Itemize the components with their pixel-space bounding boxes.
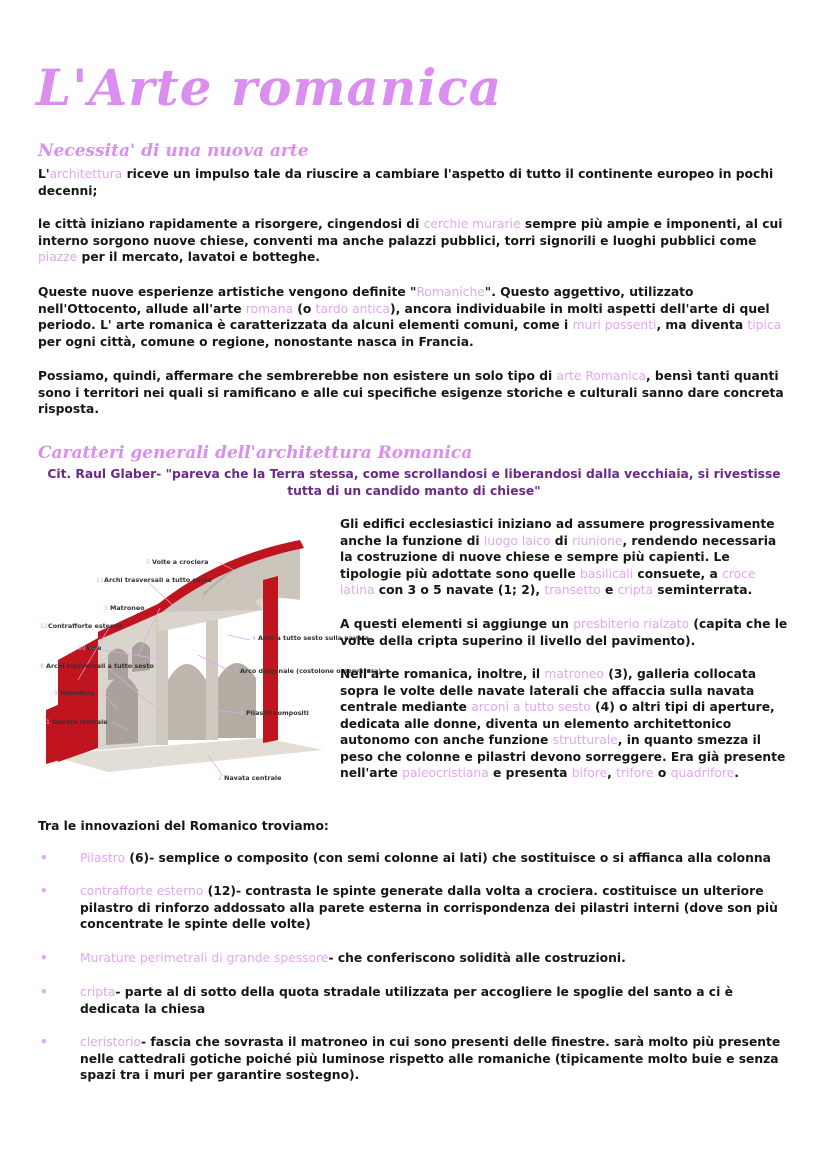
label-number-vele: 10: [78, 645, 86, 652]
label-number-archi-top: 11: [96, 577, 104, 584]
list-item-pilastro: • Pilastro (6)- semplice o composito (con semi colonne ai lati) che sostituisce o si affianca alla colonna: [40, 851, 771, 865]
bullet-icon: •: [40, 884, 48, 898]
label-number-arco-tutto: 4: [252, 635, 256, 642]
list-item-contrafforte: • contrafforte esterno (12)- contrasta le spinte generate dalla volta a crociera. costituisce un ulteriore pilastro di rinforzo addossato alla parete esterna in corrispondenza dei pilastri interni (dove son più concentrate le spinte delle volte): [40, 884, 778, 931]
label-vele: Vele: [86, 644, 102, 652]
label-number-volte: 5: [146, 559, 150, 566]
diagram-buttress: [46, 704, 60, 764]
label-number-navata-centrale: 2: [218, 775, 222, 782]
bullet-icon: •: [40, 851, 48, 865]
paragraph-matroneo: Nell'arte romanica, inoltre, il matroneo (3), galleria collocata sopra le volte delle navate laterali che affaccia sulla navata centrale mediante arconi a tutto sesto (4) o altri tipi di aperture, dedicata alle donne, diventa un elemento architettonico autonomo con anche funzione strutturale, in quanto smezza il peso che colonne e pilastri devono sorreggere. Era già presente nell'arte paleocristiana e presenta bifore, trifore o quadrifore.: [340, 667, 786, 780]
bullet-icon: •: [40, 985, 48, 999]
label-number-archi-left: 8: [40, 663, 44, 670]
paragraph-romaniche: Queste nuove esperienze artistiche vengono definite "Romaniche". Questo aggettivo, utilizzato nell'Ottocento, allude all'arte romana (o tardo antica), ancora individuabile in molti aspetti dell'arte di quel periodo. L' arte romanica è caratterizzata da alcuni elementi comuni, come i muri possenti, ma diventa tipica per ogni città, comune o regione, nonostante nasca in Francia.: [38, 285, 782, 349]
label-number-navata-laterale: 1: [46, 719, 50, 726]
label-archi-trasversali-left: Archi trasversali a tutto sesto: [46, 662, 154, 670]
innovations-intro: Tra le innovazioni del Romanico troviamo:: [38, 819, 329, 833]
list-item-murature: • Murature perimetrali di grande spessore- che conferiscono solidità alle costruzioni.: [40, 951, 626, 965]
label-arco-tutto-sesto: Arco a tutto sesto sulla navata: [258, 634, 369, 642]
section-heading-caratteri: Caratteri generali dell'architettura Romanica: [38, 443, 473, 463]
diagram-pillar-1: [156, 620, 168, 745]
bullet-icon: •: [40, 951, 48, 965]
paragraph-presbiterio: A questi elementi si aggiunge un presbiterio rialzato (capita che le volte della cripta superino il livello del pavimento).: [340, 617, 788, 648]
section-heading-necessita: Necessita' di una nuova arte: [38, 141, 309, 161]
label-number-pilastri: 6: [240, 710, 244, 717]
label-volte-a-crociera: Volte a crociera: [152, 558, 209, 566]
label-archi-trasversali-top: Archi trasversali a tutto sesto: [104, 576, 212, 584]
label-navata-laterale: Navata laterale: [52, 718, 108, 726]
label-matroneo: Matroneo: [110, 604, 145, 612]
citation-raul-glaber: Cit. Raul Glaber- "pareva che la Terra stessa, come scrollandosi e liberandosi dalla vecchiaia, si rivestisse tutta di un candido manto di chiese": [47, 467, 781, 498]
paragraph-citta: le città iniziano rapidamente a risorgere, cingendosi di cerchie murarie sempre più ampie e imponenti, al cui interno sorgono nuove chiese, conventi ma anche palazzi pubblici, torri signorili e luoghi pubblici come piazze per il mercato, lavatoi e botteghe.: [38, 217, 783, 264]
paragraph-architettura: L'architettura riceve un impulso tale da riuscire a cambiare l'aspetto di tutto il continente europeo in pochi decenni;: [38, 167, 774, 198]
diagram-side-arch: [106, 676, 138, 745]
label-number-monofora: 9: [54, 690, 58, 697]
page-title: L'Arte romanica: [36, 58, 503, 117]
romanesque-section-diagram: [38, 540, 382, 790]
paragraph-possiamo: Possiamo, quindi, affermare che sembrerebbe non esistere un solo tipo di arte Romanica, bensì tanti quanti sono i territori nei quali si ramificano e alle cui specifiche esigenze storiche e culturali sanno dare concreta risposta.: [38, 369, 784, 416]
list-item-cripta: • cripta- parte al di sotto della quota stradale utilizzata per accogliere le spoglie del santo a ci è dedicata la chiesa: [40, 985, 733, 1016]
label-number-contrafforte: 12: [40, 623, 48, 630]
label-number-matroneo: 3: [104, 605, 108, 612]
label-navata-centrale: Navata centrale: [224, 774, 282, 782]
label-monofora: Monofora: [60, 689, 95, 697]
label-pilastri-compositi: Pilastri compositi: [246, 709, 309, 717]
diagram-red-base: [263, 576, 278, 743]
label-number-arco-diagonale: 7: [234, 668, 238, 675]
list-item-cleristorio: • cleristorio- fascia che sovrasta il matroneo in cui sono presenti delle finestre. sarà molto più presente nelle cattedrali gotiche poiché più luminose rispetto alle romaniche (tipicamente molto buie e senza spazi tra i muri per garantire sostegno).: [40, 1035, 781, 1082]
diagram-pillar-2: [206, 610, 218, 740]
bullet-icon: •: [40, 1035, 48, 1049]
label-arco-diagonale: Arco diagonale (costolone o nervatura): [240, 667, 382, 675]
paragraph-edifici: Gli edifici ecclesiastici iniziano ad assumere progressivamente anche la funzione di luogo laico di riunione, rendendo necessaria la costruzione di nuove chiese e sempre più capienti. Le tipologie più adottate sono quelle basilicali consuete, a croce latina con 3 o 5 navate (1; 2), transetto e cripta seminterrata.: [340, 517, 777, 597]
diagram-nave-arch: [168, 664, 206, 740]
label-contrafforte-esterno: Contrafforte esterno: [48, 622, 123, 630]
